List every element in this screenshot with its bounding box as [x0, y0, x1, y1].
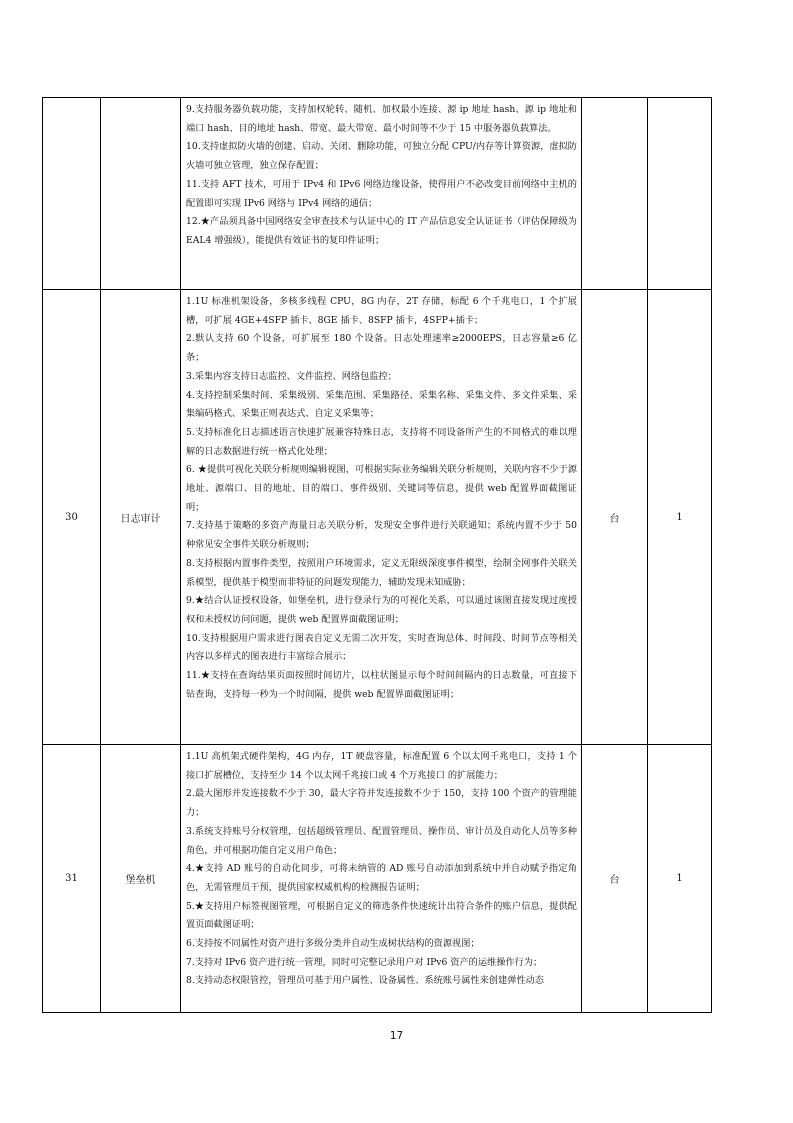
spec-item: 4.★支持 AD 账号的自动化同步，可将未纳管的 AD 账号自动添加到系统中并自动赋予指定角色，无需管理员干预，提供国家权威机构的检测报告证明； [186, 863, 577, 893]
row-unit [582, 98, 648, 290]
spec-item: 3.系统支持账号分权管理，包括超级管理员、配置管理员、操作员、审计员及自动化人员等多种角色，并可根据功能自定义用户角色； [186, 825, 577, 856]
row-quantity [648, 98, 712, 290]
page-number: 17 [389, 1030, 404, 1042]
spec-item: 10.支持虚拟防火墙的创建、启动、关闭、删除功能，可独立分配 CPU/内存等计算资源，虚拟防火墙可独立管理，独立保存配置； [186, 141, 577, 172]
row-product-name: 堡垒机 [101, 745, 181, 1013]
spec-item: 10.支持根据用户需求进行图表自定义无需二次开发，实时查询总体、时间段、时间节点等相关内容以多样式的图表进行丰富综合展示； [186, 632, 577, 663]
table-row [43, 98, 712, 290]
spec-item: 1.1U 标准机架设备，多核多线程 CPU，8G 内存，2T 存储，标配 6 个千兆电口，1 个扩展槽，可扩展 4GE+4SFP 插卡、8GE 插卡、8SFP 插卡，4SFP+插卡； [186, 296, 577, 326]
row-product-name [101, 98, 181, 290]
spec-table [42, 97, 712, 1013]
row-quantity: 1 [648, 745, 712, 1013]
spec-item: 6.支持按不同属性对资产进行多级分类并自动生成树状结构的资源视图； [186, 938, 480, 950]
spec-item: 7.支持基于策略的多资产海量日志关联分析，发现安全事件进行关联通知；系统内置不少于 50 种常见安全事件关联分析规则； [186, 520, 577, 551]
row-number [43, 98, 101, 290]
spec-item: 2.默认支持 60 个设备，可扩展至 180 个设备。日志处理速率≥2000EPS，日志容量≥6 亿条； [186, 333, 577, 364]
spec-item: 11.★支持在查询结果页面按照时间切片，以柱状图显示每个时间间隔内的日志数量，可直接下钻查询，支持每一秒为一个时间隔，提供 web 配置界面截图证明； [186, 670, 577, 700]
row-quantity: 1 [648, 290, 712, 745]
spec-item: 5.★支持用户标签视图管理，可根据自定义的筛选条件快速统计出符合条件的账户信息，提供配置页面截图证明； [186, 900, 577, 931]
spec-item: 9.支持服务器负载功能，支持加权轮转、随机、加权最小连接、源 ip 地址 hash、源 ip 地址和端口 hash、目的地址 hash、带宽、最大带宽、最小时间等不少于 15 中服务器负载算法。 [186, 104, 577, 134]
spec-item: 8.支持根据内置事件类型，按照用户环境需求，定义无限级深度事件模型，绘制全网事件关联关系模型，提供基于模型而非特征的问题发现能力，辅助发现未知威胁； [186, 557, 577, 588]
table-row [43, 290, 712, 745]
spec-item: 12.★产品须具备中国网络安全审查技术与认证中心的 IT 产品信息安全认证证书（评估保障级为 EAL4 增强级），能提供有效证书的复印件证明； [186, 216, 577, 246]
spec-table-body [43, 98, 712, 1013]
row-product-name: 日志审计 [101, 290, 181, 745]
spec-item: 8.支持动态权限管控，管理员可基于用户属性、设备属性、系统账号属性来创建弹性动态 [186, 975, 544, 987]
row-unit: 台 [582, 745, 648, 1013]
row-spec-cell [181, 290, 582, 745]
row-number: 30 [43, 290, 101, 745]
spec-item: 11.支持 AFT 技术，可用于 IPv4 和 IPv6 网络边缘设备，使得用户不必改变目前网络中主机的配置即可实现 IPv6 网络与 IPv4 网络的通信； [186, 178, 577, 209]
row-unit: 台 [582, 290, 648, 745]
spec-item: 1.1U 高机架式硬件架构，4G 内存，1T 硬盘容量，标准配置 6 个以太网千兆电口，支持 1 个接口扩展槽位，支持至少 14 个以太网千兆接口或 4 个万兆接口 的扩展能力； [186, 751, 577, 781]
row-spec-cell [181, 98, 582, 290]
spec-item: 7.支持对 IPv6 资产进行统一管理，同时可完整记录用户对 IPv6 资产的运维操作行为； [186, 956, 543, 968]
spec-item: 3.采集内容支持日志监控、文件监控、网络包监控； [186, 370, 397, 382]
row-spec-cell [181, 745, 582, 1013]
spec-item: 5.支持标准化日志描述语言快速扩展兼容特殊日志，支持将不同设备所产生的不同格式的难以理解的日志数据进行统一格式化处理； [186, 426, 577, 457]
spec-item: 4.支持控制采集时间、采集级别、采集范围、采集路径、采集名称、采集文件、多文件采集、采集编码格式、采集正则表达式、自定义采集等； [186, 389, 577, 420]
table-row [43, 745, 712, 1013]
row-number: 31 [43, 745, 101, 1013]
spec-item: 9.★结合认证授权设备，如堡垒机，进行登录行为的可视化关系，可以通过该图直接发现过度授权和未授权访问问题，提供 web 配置界面截图证明； [186, 595, 577, 625]
spec-item: 6. ★提供可视化关联分析规则编辑视图，可根据实际业务编辑关联分析规则，关联内容不少于源地址、源端口、目的地址、目的端口、事件级别、关键词等信息，提供 web 配置界面截图证明； [186, 464, 577, 513]
spec-item: 2.最大图形并发连接数不少于 30，最大字符并发连接数不少于 150，支持 100 个资产的管理能力； [186, 788, 577, 819]
